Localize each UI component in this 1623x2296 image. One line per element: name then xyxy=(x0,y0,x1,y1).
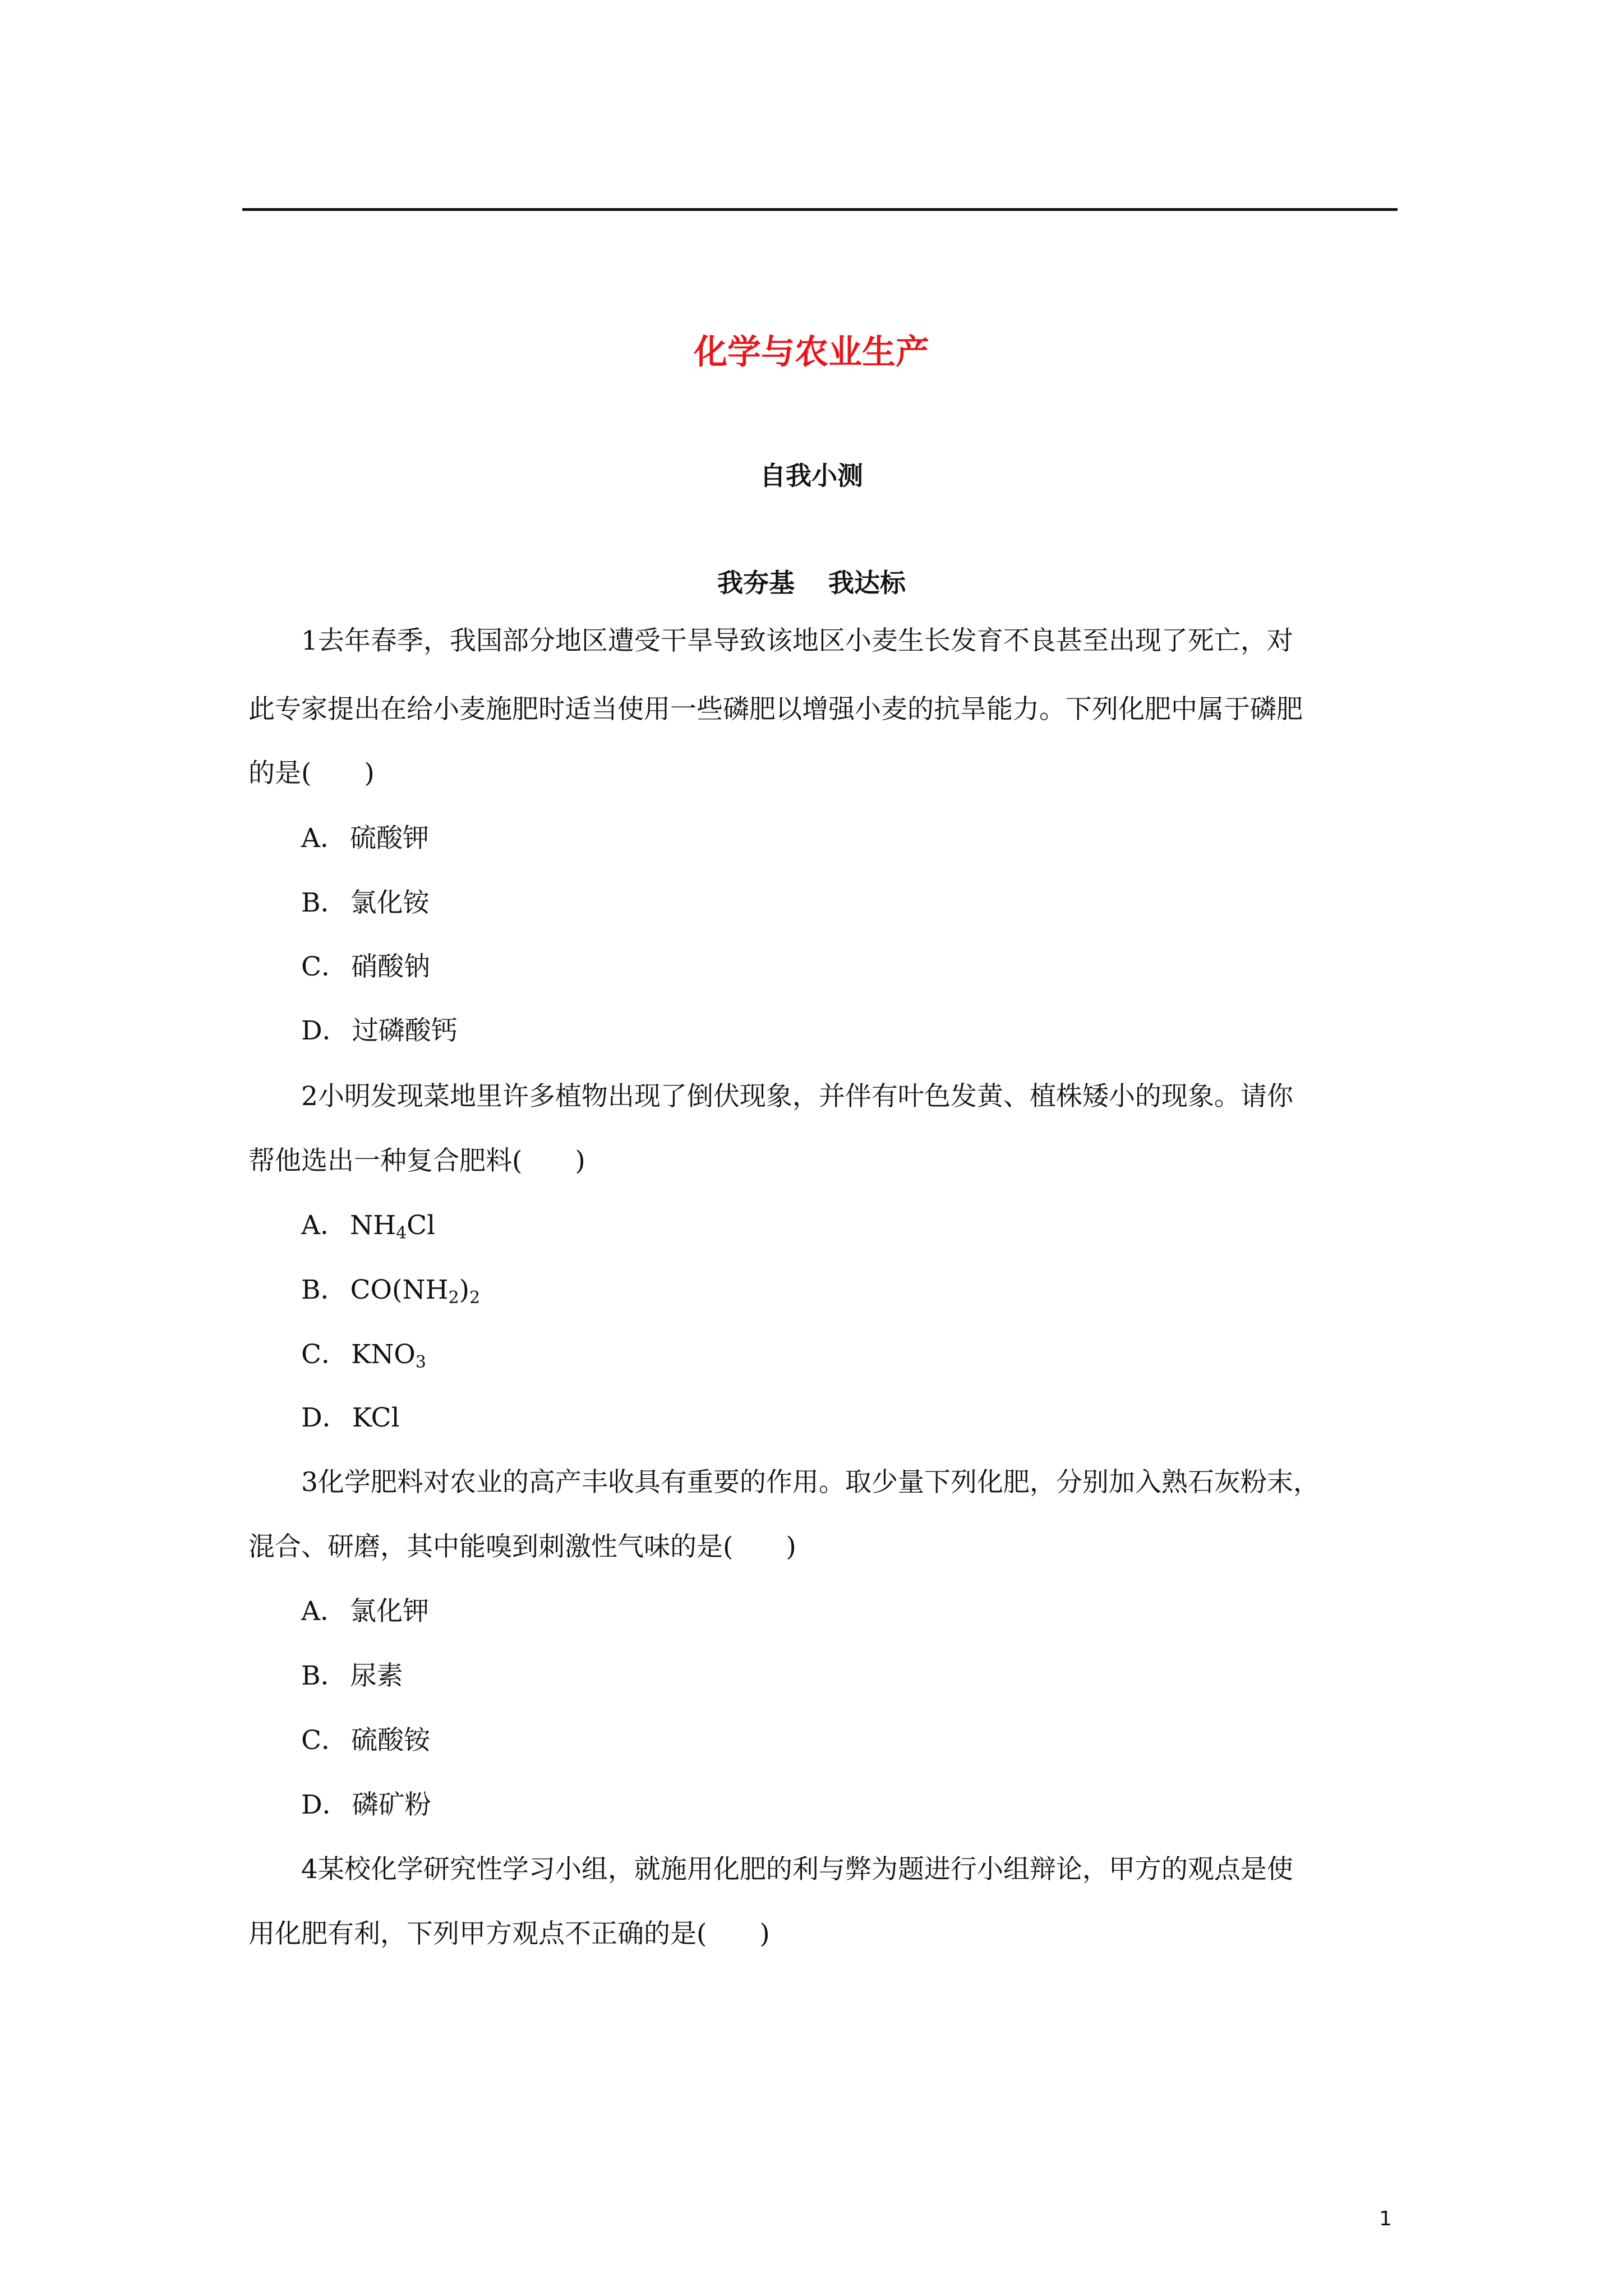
question-3-option-c xyxy=(301,1724,430,1757)
header-rule xyxy=(242,208,1398,211)
option-letter: C． xyxy=(301,1725,348,1756)
question-2-line-2: 帮他选出一种复合肥料( ) xyxy=(248,1145,585,1176)
subsection-heading xyxy=(0,563,1623,600)
subsection-part-1: 我夯基 xyxy=(717,568,795,598)
option-text: 尿素 xyxy=(350,1660,403,1691)
option-text: 氯化铵 xyxy=(350,887,430,918)
question-4-line-2: 用化肥有利，下列甲方观点不正确的是( ) xyxy=(248,1918,770,1949)
question-3-option-d xyxy=(301,1788,431,1822)
question-1-line-1: 1去年春季，我国部分地区遭受干旱导致该地区小麦生长发育不良甚至出现了死亡，对 xyxy=(301,625,1293,656)
option-letter: D． xyxy=(301,1789,349,1820)
question-3-option-a xyxy=(301,1595,429,1628)
question-1-option-c xyxy=(301,950,430,984)
option-letter: A． xyxy=(301,1210,347,1241)
question-2-option-a xyxy=(301,1209,435,1243)
section-heading: 自我小测 xyxy=(760,461,863,491)
page-number: 1 xyxy=(1379,2207,1392,2230)
question-2-option-b xyxy=(301,1273,480,1307)
option-text: 硫酸铵 xyxy=(351,1725,430,1756)
option-text: 硝酸钠 xyxy=(351,951,430,982)
option-letter: C． xyxy=(301,1339,348,1370)
option-letter: A． xyxy=(301,823,347,854)
question-1-option-b xyxy=(301,886,430,920)
question-3-option-b xyxy=(301,1659,403,1693)
subsection-part-2: 我达标 xyxy=(828,568,906,598)
option-text: 硫酸钾 xyxy=(349,823,429,854)
question-1-line-2: 此专家提出在给小麦施肥时适当使用一些磷肥以增强小麦的抗旱能力。下列化肥中属于磷肥 xyxy=(248,694,1303,725)
question-1-option-a xyxy=(301,822,429,855)
option-letter: A． xyxy=(301,1596,347,1627)
option-text: 磷矿粉 xyxy=(352,1789,431,1820)
option-formula: KCl xyxy=(352,1402,400,1433)
question-3-line-2: 混合、研磨，其中能嗅到刺激性气味的是( ) xyxy=(248,1531,796,1562)
option-letter: C． xyxy=(301,951,348,982)
option-formula: $NH_4Cl$ xyxy=(349,1210,436,1243)
question-1-line-3: 的是( ) xyxy=(248,758,375,789)
option-letter: D． xyxy=(301,1402,349,1433)
option-text: 过磷酸钙 xyxy=(352,1015,458,1046)
option-text: 氯化钾 xyxy=(349,1596,429,1627)
question-4-line-1: 4某校化学研究性学习小组，就施用化肥的利与弊为题进行小组辩论，甲方的观点是使 xyxy=(301,1854,1293,1885)
document-title: 化学与农业生产 xyxy=(694,333,929,372)
option-formula: $KNO_3$ xyxy=(351,1339,426,1372)
question-1-option-d xyxy=(301,1014,458,1048)
option-letter: D． xyxy=(301,1015,349,1046)
option-letter: B． xyxy=(301,1274,347,1305)
option-letter: B． xyxy=(301,1660,347,1691)
option-letter: B． xyxy=(301,887,347,918)
question-2-option-d xyxy=(301,1401,400,1435)
question-2-line-1: 2小明发现菜地里许多植物出现了倒伏现象，并伴有叶色发黄、植株矮小的现象。请你 xyxy=(301,1081,1293,1112)
question-2-option-c xyxy=(301,1338,426,1372)
option-formula: $CO(NH_2)_2$ xyxy=(350,1274,481,1308)
question-3-line-1: 3化学肥料对农业的高产丰收具有重要的作用。取少量下列化肥，分别加入熟石灰粉末， xyxy=(301,1467,1320,1498)
